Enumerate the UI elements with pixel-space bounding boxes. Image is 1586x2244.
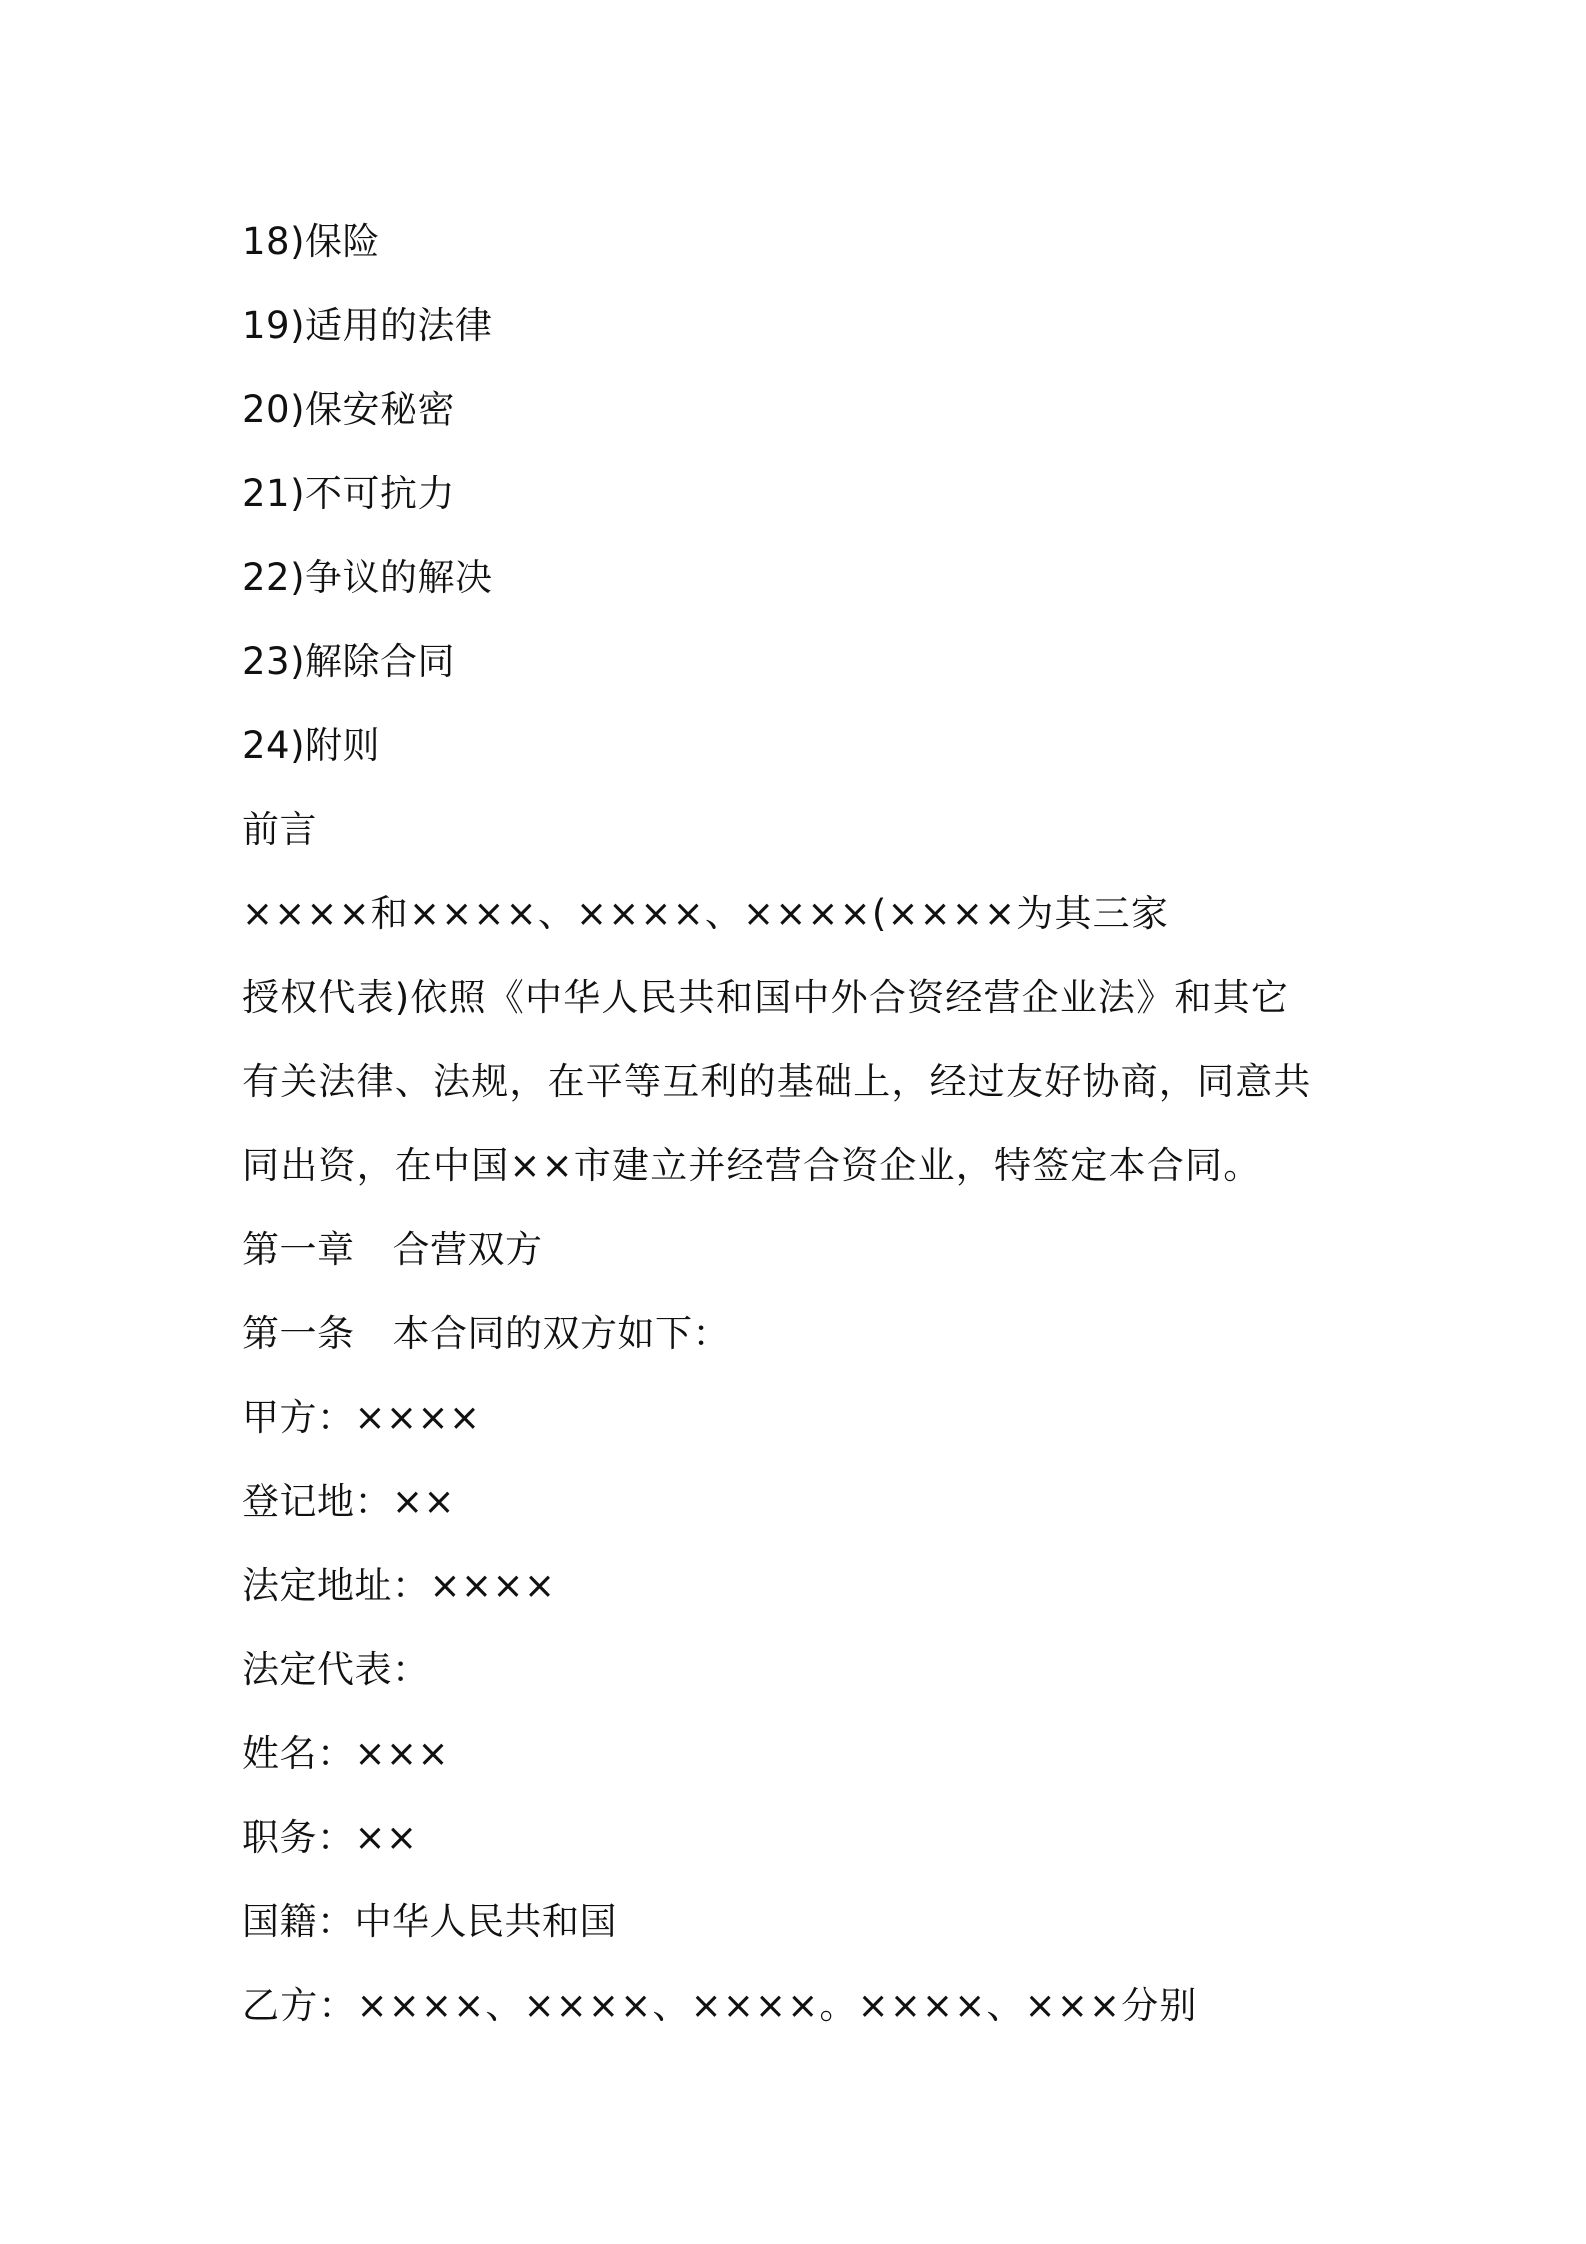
toc-item-23: 23)解除合同: [242, 640, 456, 683]
article-title: 本合同的双方如下：: [392, 1312, 730, 1355]
article-number: 第一条: [242, 1312, 355, 1355]
party-a-registration: 登记地：××: [242, 1480, 456, 1523]
party-a-address: 法定地址：××××: [242, 1564, 556, 1607]
toc-item-20: 20)保安秘密: [242, 388, 456, 431]
party-a-name: 甲方：××××: [242, 1396, 481, 1439]
party-a-nationality: 国籍：中华人民共和国: [242, 1900, 617, 1943]
preface-line: ××××和××××、××××、××××(××××为其三家: [242, 892, 1170, 935]
toc-item-18: 18)保险: [242, 220, 381, 263]
party-b-paragraph: [242, 1964, 1362, 2048]
chapter-heading: [242, 1208, 1362, 1292]
preface-paragraph: [242, 872, 1362, 1208]
toc-item-22: 22)争议的解决: [242, 556, 493, 599]
preface-heading: 前言: [242, 808, 317, 851]
preface-line: 有关法律、法规，在平等互利的基础上，经过友好协商，同意共: [242, 1060, 1312, 1103]
document-body: [242, 200, 1362, 2048]
article-heading: [242, 1292, 1362, 1376]
party-b-line: 乙方：××××、××××、××××。××××、×××分别: [242, 1984, 1198, 2027]
party-a-rep-label: 法定代表：: [242, 1648, 430, 1691]
chapter-number: 第一章: [242, 1228, 355, 1271]
chapter-title: 合营双方: [392, 1228, 543, 1271]
toc-item-19: 19)适用的法律: [242, 304, 493, 347]
party-a-rep-title: 职务：××: [242, 1816, 418, 1859]
toc-item-24: 24)附则: [242, 724, 381, 767]
party-a-rep-name: 姓名：×××: [242, 1732, 450, 1775]
preface-line: 同出资，在中国××市建立并经营合资企业，特签定本合同。: [242, 1144, 1262, 1187]
toc-item-21: 21)不可抗力: [242, 472, 456, 515]
preface-line: 授权代表)依照《中华人民共和国中外合资经营企业法》和其它: [242, 976, 1290, 1019]
